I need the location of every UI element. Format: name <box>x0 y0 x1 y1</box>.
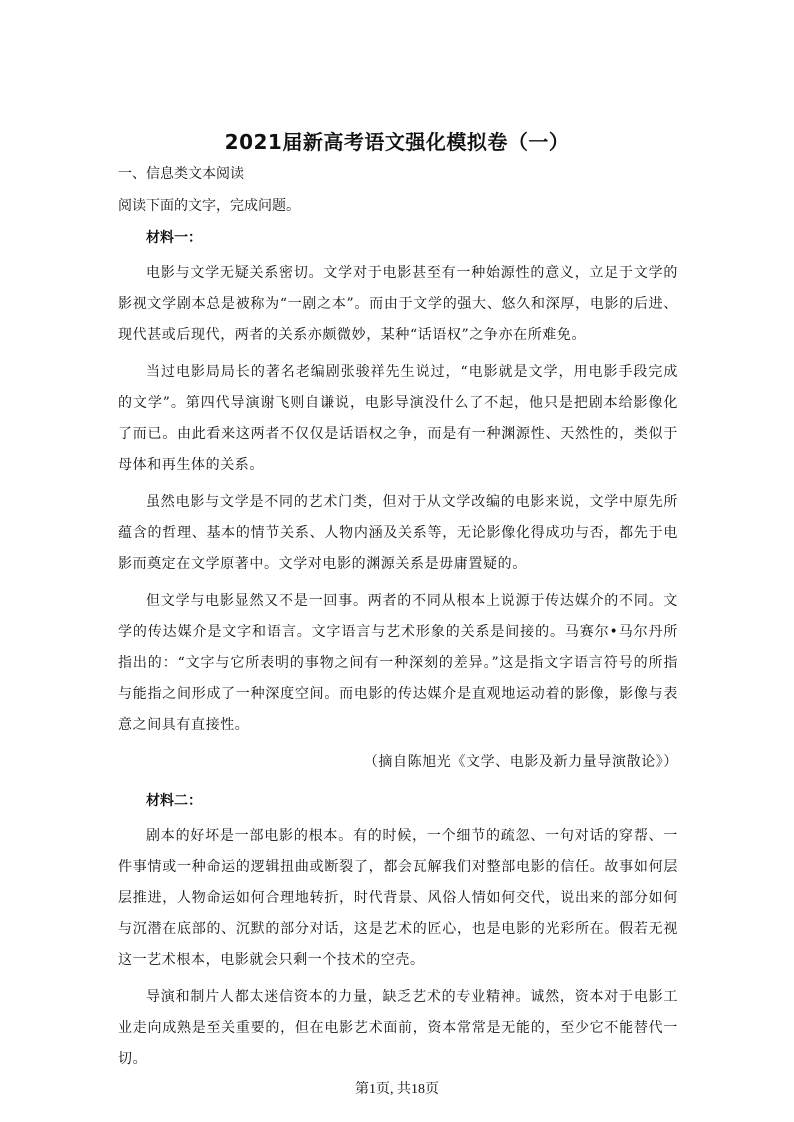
reading-instruction: 阅读下面的文字，完成问题。 <box>118 198 300 214</box>
exam-title: 2021届新高考语文强化模拟卷（一） <box>224 130 570 154</box>
document-body <box>118 160 678 1081</box>
material1-paragraph: 当过电影局局长的著名老编剧张骏祥先生说过，“电影就是文学，用电影手段完成的文学”。第四代导演谢飞则自谦说，电影导演没什么了不起，他只是把剧本给影像化了而已。由此看来这两者不仅仅是话语权之争，而是有一种渊源性、天然性的，类似于母体和再生体的关系。 <box>118 364 678 473</box>
material1-paragraph: 虽然电影与文学是不同的艺术门类，但对于从文学改编的电影来说，文学中原先所蕴含的哲理、基本的情节关系、人物内涵及关系等，无论影像化得成功与否，都先于电影而奠定在文学原著中。文学对电影的渊源关系是毋庸置疑的。 <box>118 494 678 572</box>
section-heading: 一、信息类文本阅读 <box>118 166 244 182</box>
material2-paragraph: 导演和制片人都太迷信资本的力量，缺乏艺术的专业精神。诚然，资本对于电影工业走向成熟是至关重要的，但在电影艺术面前，资本常常是无能的，至少它不能替代一切。 <box>118 989 678 1067</box>
page-number: 第1页, 共18页 <box>355 1082 439 1097</box>
material2-paragraph: 剧本的好坏是一部电影的根本。有的时候，一个细节的疏忽、一句对话的穿帮、一件事情或一种命运的逻辑扭曲或断裂了，都会瓦解我们对整部电影的信任。故事如何层层推进，人物命运如何合理地转折，时代背景、风俗人情如何交代，说出来的部分如何与沉潜在底部的、沉默的部分对话，这是艺术的匠心，也是电影的光彩所在。假若无视这一艺术根本，电影就会只剩一个技术的空壳。 <box>118 828 678 968</box>
material1-paragraph: 但文学与电影显然又不是一回事。两者的不同从根本上说源于传达媒介的不同。文学的传达媒介是文字和语言。文字语言与艺术形象的关系是间接的。马赛尔•马尔丹所指出的：“文字与它所表明的事物之间有一种深刻的差异。”这是指文字语言符号的所指与能指之间形成了一种深度空间。而电影的传达媒介是直观地运动着的影像，影像与表意之间具有直接性。 <box>118 593 678 733</box>
material-label: 材料二： <box>146 793 202 809</box>
material-label: 材料一： <box>146 230 202 246</box>
material1-source: （摘自陈旭光《文学、电影及新力量导演散论》） <box>363 754 678 770</box>
material1-paragraph: 电影与文学无疑关系密切。文学对于电影甚至有一种始源性的意义，立足于文学的影视文学剧本总是被称为“一剧之本”。而由于文学的强大、悠久和深厚，电影的后进、现代甚或后现代，两者的关系亦颇微妙，某种“话语权”之争亦在所难免。 <box>118 265 678 343</box>
